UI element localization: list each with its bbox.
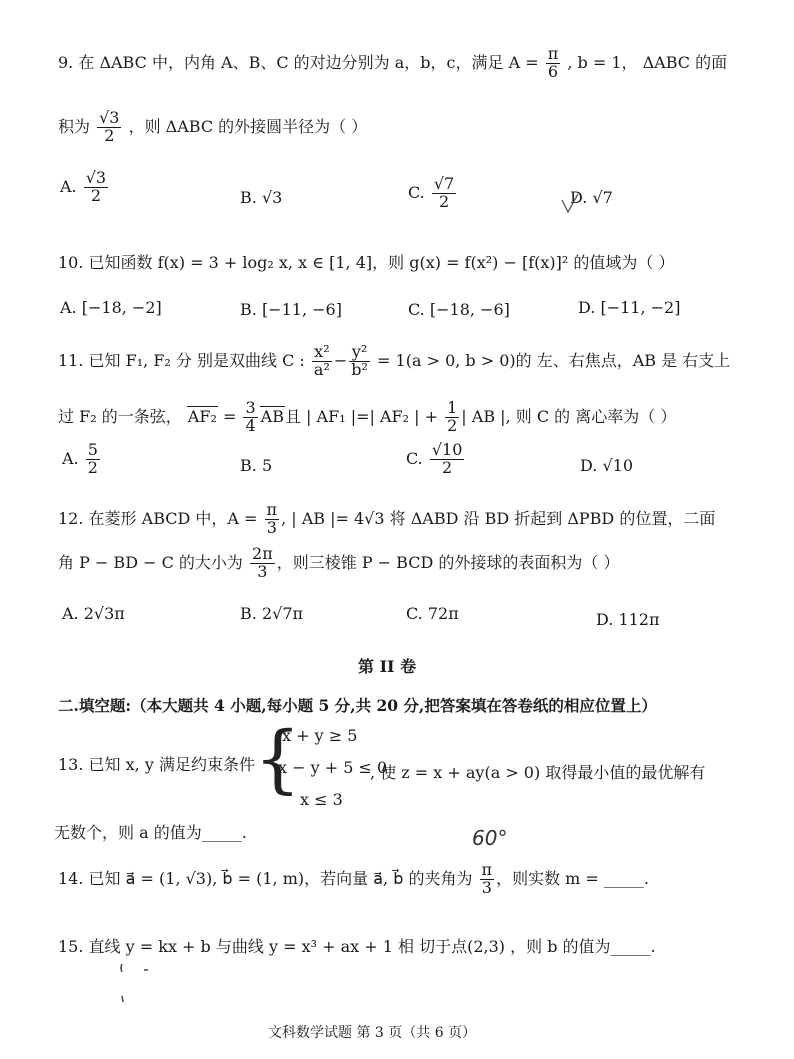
q12-dihedral-fraction: $\frac{2\pi}{3}$ — [252, 544, 273, 581]
q10-line1 — [58, 250, 674, 273]
page-footer: 文科数学试题 第 3 页（共 6 页） — [268, 1025, 477, 1041]
checkmark-mark — [560, 192, 582, 216]
q14-number: 14. — [58, 868, 84, 888]
q9-option-b: B. √3 — [240, 188, 283, 207]
q9-option-b-value: √3 — [261, 188, 283, 207]
q11-x-fraction: $\frac{\text{x²}}{\text{a²}}$ — [313, 342, 330, 379]
part-header: 二.填空题:（本大题共 4 小题,每小题 5 分,共 20 分,把答案填在答卷纸的相应位置上） — [58, 696, 657, 715]
q13-constraint-2: x − y + 5 ≤ 0 — [278, 758, 388, 777]
q13-number: 13. — [58, 755, 84, 774]
q11-number: 11. — [58, 350, 84, 370]
q11-half-fraction: $\frac{1}{2}$ — [447, 398, 458, 435]
q12-option-c: C. 72π — [406, 604, 459, 623]
q12-option-a: A. 2√3π — [62, 604, 125, 623]
q11-vector-ab: AB — [260, 406, 284, 426]
q14-angle-fraction: $\frac{\pi}{3}$ — [481, 860, 493, 897]
q12-option-b: B. 2√7π — [240, 604, 304, 623]
q10-option-a: A. [−18, −2] — [60, 298, 162, 317]
q10-option-b: B. [−11, −6] — [240, 300, 342, 319]
q12-option-d: D. 112π — [596, 610, 660, 629]
stray-marks — [116, 960, 156, 1010]
q11-option-a: A. $\frac{5}{2}$ — [62, 440, 98, 477]
section-title: 第 II 卷 — [358, 657, 417, 676]
q9-stem-b: , b = 1， ΔABC 的面 — [567, 52, 728, 72]
q9-stem-d: ，则 ΔABC 的外接圆半径为（ ） — [128, 116, 368, 136]
q12-line2: 角 P − BD − C 的大小为 $\frac{2\pi}{3}$ ，则三棱锥 P − BCD 的外接球的表面积为（ ） — [58, 544, 620, 581]
q9-option-d: D. √7 — [570, 188, 613, 207]
handwritten-60-degrees: 60° — [472, 826, 508, 850]
q12-line1: 12. 在菱形 ABCD 中，A = $\frac{\pi}{3}$ , | AB |= 4√3 将 ΔABD 沿 BD 折起到 ΔPBD 的位置，二面 — [58, 500, 716, 537]
q15-line: 15. 直线 y = kx + b 与曲线 y = x³ + ax + 1 相 切于点(2,3) ，则 b 的值为_____. — [58, 937, 656, 956]
q11-vector-af2: AF₂ — [187, 406, 217, 426]
q9-angle-fraction: $\frac{\pi}{6}$ — [547, 44, 559, 81]
q15-number: 15. — [58, 937, 84, 956]
q13-constraint-1: x + y ≥ 5 — [282, 726, 358, 745]
q9-option-a-value: $\frac{√3}{2}$ — [85, 168, 107, 205]
q12-number: 12. — [58, 508, 84, 528]
q9-line2 — [58, 110, 367, 145]
q9-stem-c: 积为 — [58, 116, 91, 136]
q9-stem-a: 在 ΔABC 中，内角 A、B、C 的对边分别为 a，b，c，满足 A = — [78, 52, 539, 72]
q13-stem-c: 无数个，则 a 的值为_____. — [54, 823, 247, 842]
q11-option-d: D. √10 — [580, 456, 633, 475]
q13-brace: { — [254, 716, 302, 802]
q11-line2: 过 F₂ 的一条弦， AF₂ = $\frac{3}{4}$ AB且 | AF₁ |=| AF₂ | + $\frac{1}{2}$ | AB |, 则 C 的 离心率为（ ） — [58, 398, 677, 435]
q13-constraint-3: x ≤ 3 — [300, 790, 343, 809]
q9-number: 9. — [58, 52, 74, 72]
q10-option-c: C. [−18, −6] — [408, 300, 510, 319]
q9-line1 — [58, 46, 727, 81]
q9-option-d-value: √7 — [592, 188, 613, 207]
q10-option-d: D. [−11, −2] — [578, 298, 681, 317]
q11-option-b: B. 5 — [240, 456, 273, 475]
q10-number: 10. — [58, 253, 84, 272]
q9-option-c: C. $\frac{√7}{2}$ — [408, 174, 455, 211]
q11-option-c: C. $\frac{√10}{2}$ — [406, 440, 463, 477]
q13-stem-b: , 使 z = x + ay(a > 0) 取得最小值的最优解有 — [370, 763, 706, 782]
q14-line: 14. 已知 a⃗ = (1, √3), b⃗ = (1, m)，若向量 a⃗, b⃗ 的夹角为 $\frac{\pi}{3}$ ，则实数 m = _____. — [58, 860, 649, 897]
q11-y-fraction: $\frac{\text{y²}}{\text{b²}}$ — [351, 342, 368, 379]
q11-coef-fraction: $\frac{3}{4}$ — [245, 398, 256, 435]
q9-area-fraction: $\frac{√3}{2}$ — [99, 108, 120, 145]
q10-stem: 已知函数 f(x) = 3 + log₂ x, x ∈ [1, 4]，则 g(x) = f(x²) − [f(x)]² 的值域为（ ） — [88, 253, 675, 272]
q11-line1: 11. 已知 F₁, F₂ 分 别是双曲线 C : $\frac{\text{x²}}{\text{a²}}$ − $\frac{\text{y²}}{\text{b²}}$ = 1(a > 0, b > 0)的 左、右焦点，AB 是 右支上 — [58, 342, 731, 379]
q12-angle-fraction: $\frac{\pi}{3}$ — [266, 500, 278, 537]
q9-option-c-value: $\frac{√7}{2}$ — [433, 174, 455, 211]
q9-option-a: A. $\frac{√3}{2}$ — [60, 168, 107, 205]
q13-line1a: 13. 已知 x, y 满足约束条件 — [58, 755, 255, 774]
